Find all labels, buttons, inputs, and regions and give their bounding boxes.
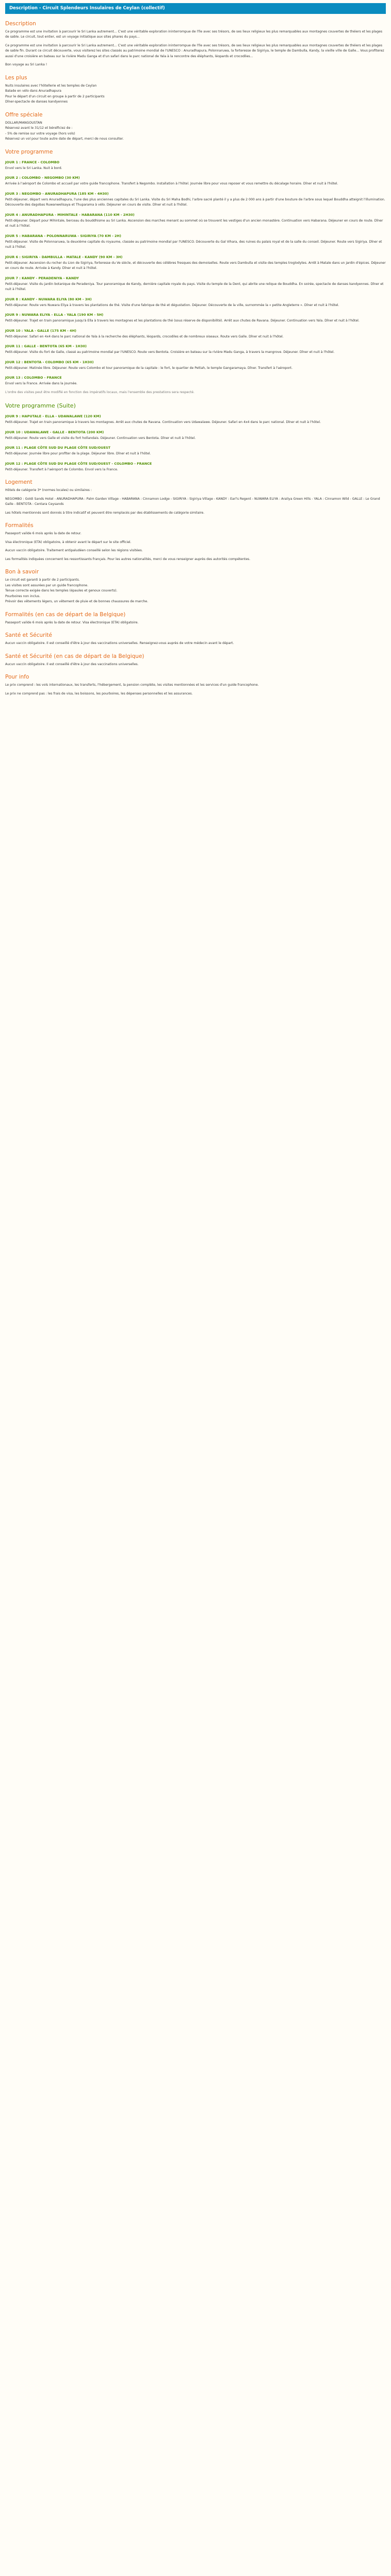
day-title: JOUR 2 : COLOMBO - NEGOMBO (30 KM) — [5, 176, 80, 180]
day-title: JOUR 13 : COLOMBO - FRANCE — [5, 376, 62, 380]
day-title: JOUR 9 : HAPUTALE - ELLA - UDAWALAWE (120 KM) — [5, 414, 101, 418]
day-text: Envol vers le Sri Lanka. Nuit à bord. — [5, 166, 62, 170]
day-title: JOUR 5 : HABARANA - POLONNARUWA - SIGIRIYA (70 KM - 2H) — [5, 233, 121, 238]
list-item: Prévoir des vêtements légers, un vêtement de pluie et de bonnes chaussures de marche. — [5, 600, 149, 603]
day-title: JOUR 7 : KANDY - PERADENIYA - KANDY — [5, 276, 79, 280]
list-item: Balade en vélo dans Anuradhapura — [5, 89, 61, 93]
day-title: JOUR 9 : NUWARA ELIYA - ELLA - YALA (190 KM - 5H) — [5, 313, 104, 317]
day-text: Petit-déjeuner. Route vers Nuwara Eliya à travers les plantations de thé. Visite d'une fabrique de thé et dégustation. Déjeuner. Découverte de la ville, surnommée la « petite Angleterre ». Dîner et nuit à l'hôtel. — [5, 303, 339, 307]
day-text: Petit-déjeuner. Visite du jardin botanique de Peradeniya. Tour panoramique de Kandy, dernière capitale royale du pays. Visite du temple de la Dent, qui abrite une relique de Bouddha. En soirée, spectacle de danses kandyennes. Dîner et nuit à l'hôtel. — [5, 282, 384, 291]
list-item: Réservez un vol pour toute autre date de départ, merci de nous consulter. — [5, 137, 124, 141]
list-item: Tenue correcte exigée dans les temples (épaules et genoux couverts). — [5, 589, 118, 592]
offre-list — [5, 121, 386, 142]
logement-paragraph: NEGOMBO : Goldi Sands Hotel - ANURADHAPURA : Palm Garden Village - HABARANA : Cinnamon Lodge - SIGIRIYA : Sigiriya Village - KANDY : Earl's Regent - NUWARA ELIYA : Araliya Green Hills - YALA : Cinnamon Wild - GALLE : Le Grand Galle - BENTOTA : Centara Ceysands — [5, 497, 380, 506]
list-item: Pourboires non inclus. — [5, 594, 41, 598]
list-item: Le circuit est garanti à partir de 2 participants. — [5, 578, 80, 582]
sante-heading: Santé et Sécurité — [5, 632, 52, 638]
sante-paragraph: Aucun vaccin obligatoire. Il est conseillé d'être à jour des vaccinations universelles. Renseignez-vous auprès de votre médecin avant le départ. — [5, 641, 234, 645]
day-text: Petit-déjeuner. Départ pour Mihintale, berceau du bouddhisme au Sri Lanka. Ascension des marches menant au sommet où se trouvent les vestiges d'un ancien monastère. Continuation vers Habarana. Déjeuner en cours de route. Dîner et nuit à l'hôtel. — [5, 218, 383, 228]
extension-heading: Votre programme (Suite) — [5, 402, 76, 409]
list-item: Nuits insulaires avec l'hôtellerie et les temples de Ceylan — [5, 83, 97, 88]
day-title: JOUR 6 : SIGIRIYA - DAMBULLA - MATALE - KANDY (90 KM - 3H) — [5, 255, 123, 259]
logement-section — [5, 479, 386, 516]
formalites-be-paragraph: Passeport valide 6 mois après la date de retour. Visa électronique (ETA) obligatoire. — [5, 620, 139, 624]
formalites-paragraph: Passeport valide 6 mois après la date de retour. — [5, 532, 82, 535]
day-text: Petit-déjeuner. Route vers Galle et visite du fort hollandais. Déjeuner. Continuation vers Bentota. Dîner et nuit à l'hôtel. — [5, 436, 196, 440]
formalites-be-section — [5, 611, 386, 626]
description-paragraph: Bon voyage au Sri Lanka ! — [5, 63, 47, 66]
list-item: Dîner-spectacle de danses kandyennes — [5, 100, 68, 104]
day-text: Arrivée à l'aéroport de Colombo et accueil par votre guide francophone. Transfert à Negombo. Installation à l'hôtel. Journée libre pour vous reposer et vous remettre du décalage horaire. Dîner et nuit à l'hôtel. — [5, 182, 338, 185]
day-text: Petit-déjeuner. Trajet en train panoramique jusqu'à Ella à travers les montagnes et les plantations de thé (sous réserve de disponibilité). Arrêt aux chutes de Ravana. Déjeuner. Continuation vers Yala. Dîner et nuit à l'hôtel. — [5, 319, 360, 323]
logement-heading: Logement — [5, 479, 32, 485]
list-item: Pour le départ d'un circuit en groupe à partir de 2 participants — [5, 94, 105, 98]
page-title: Description - Circuit Splendeurs Insulaires de Ceylan (collectif) — [5, 3, 386, 14]
bon-savoir-section — [5, 568, 386, 605]
programme-section — [5, 148, 386, 396]
day-title: JOUR 1 : FRANCE - COLOMBO — [5, 160, 60, 164]
day-text: Petit-déjeuner, départ vers Anuradhapura, l'une des plus anciennes capitales du Sri Lanka. Visite du Sri Maha Bodhi, l'arbre sacré planté il y a plus de 2 000 ans à partir d'une bouture de l'arbre sous lequel Bouddha atteignit l'illumination. Découverte des dagobas Ruwanwelisaya et Thuparama à vélo. Déjeuner en cours de visite. Dîner et nuit à l'hôtel. — [5, 197, 385, 207]
pour-info-paragraph: Le prix comprend : les vols internationaux, les transferts, l'hébergement, la pension complète, les visites mentionnées et les services d'un guide francophone. — [5, 683, 259, 687]
sante-be-paragraph: Aucun vaccin obligatoire. Il est conseillé d'être à jour des vaccinations universelles. — [5, 662, 139, 666]
formalites-paragraph: Les formalités indiquées concernent les ressortissants français. Pour les autres nationalités, merci de vous renseigner auprès des autorités compétentes. — [5, 557, 251, 561]
day-text: Petit-déjeuner. Journée libre pour profiter de la plage. Déjeuner libre. Dîner et nuit à l'hôtel. — [5, 452, 151, 455]
bon-savoir-heading: Bon à savoir — [5, 569, 39, 575]
list-item: DOLLAR/MANGOUSTAN — [5, 121, 42, 125]
sante-be-section — [5, 653, 386, 668]
day-text: Petit-déjeuner. Safari en 4x4 dans le parc national de Yala à la recherche des éléphants, léopards, crocodiles et de nombreux oiseaux. Route vers Galle. Dîner et nuit à l'hôtel. — [5, 334, 284, 338]
offre-heading: Offre spéciale — [5, 111, 43, 118]
day-title: JOUR 11 : PLAGE CÔTE SUD DU PLAGE CÔTE SUD/OUEST — [5, 446, 111, 450]
formalites-heading: Formalités — [5, 522, 34, 529]
les-plus-heading: Les plus — [5, 74, 27, 81]
day-text: Petit-déjeuner. Visite de Polonnaruwa, la deuxième capitale du royaume, classée au patrimoine mondial par l'UNESCO. Découverte du Gal Vihara, des ruines du palais royal et de la salle du conseil. Déjeuner. Route vers Sigiriya. Dîner et nuit à l'hôtel. — [5, 240, 382, 249]
sante-section — [5, 632, 386, 647]
day-text: Petit-déjeuner. Ascension du rocher du Lion de Sigiriya, forteresse du Ve siècle, et découverte des célèbres fresques des demoiselles. Route vers Dambulla et visite des temples troglodytes. Arrêt à Matale dans un jardin d'épices. Déjeuner en cours de route. Arrivée à Kandy. Dîner et nuit à l'hôtel. — [5, 261, 386, 270]
list-item: Réservez avant le 31/12 et bénéficiez de : — [5, 126, 73, 130]
day-title: JOUR 12 : BENTOTA - COLOMBO (65 KM - 1H30) — [5, 360, 94, 364]
description-section — [5, 20, 386, 68]
day-text: Petit-déjeuner. Matinée libre. Déjeuner. Route vers Colombo et tour panoramique de la capitale : le fort, le quartier de Pettah, le temple Gangaramaya. Dîner. Transfert à l'aéroport. — [5, 366, 293, 370]
day-title: JOUR 10 : UDAWALAWE - GALLE - BENTOTA (200 KM) — [5, 430, 104, 434]
pour-info-section — [5, 673, 386, 697]
logement-paragraph: Hôtels de catégorie 3* (normes locales) ou similaires : — [5, 488, 92, 492]
day-title: JOUR 11 : GALLE - BENTOTA (65 KM - 1H30) — [5, 344, 87, 348]
les-plus-section — [5, 74, 386, 105]
day-title: JOUR 3 : NEGOMBO - ANURADHAPURA (185 KM - 4H30) — [5, 191, 109, 196]
day-text: Petit-déjeuner. Visite du fort de Galle, classé au patrimoine mondial par l'UNESCO. Route vers Bentota. Croisière en bateau sur la rivière Madu Ganga, à travers la mangrove. Déjeuner. Dîner et nuit à l'hôtel. — [5, 350, 335, 354]
extension-section — [5, 402, 386, 472]
offre-section — [5, 111, 386, 142]
formalites-paragraph: Visa électronique (ETA) obligatoire, à obtenir avant le départ sur le site officiel. — [5, 540, 132, 544]
day-text: Petit-déjeuner. Transfert à l'aéroport de Colombo. Envol vers la France. — [5, 467, 118, 471]
day-title: JOUR 4 : ANURADHAPURA - MIHINTALE - HABARANA (110 KM - 2H30) — [5, 212, 135, 217]
formalites-paragraph: Aucun vaccin obligatoire. Traitement antipaludéen conseillé selon les régions visitées. — [5, 549, 143, 552]
bon-savoir-list — [5, 578, 386, 605]
description-heading: Description — [5, 20, 36, 27]
programme-note: L'ordre des visites peut être modifié en fonction des impératifs locaux, mais l'ensemble des prestations sera respecté. — [5, 390, 195, 394]
list-item: Les visites sont assurées par un guide francophone. — [5, 583, 89, 587]
les-plus-list — [5, 83, 386, 105]
description-paragraph: Ce programme est une invitation à parcourir le Sri Lanka autrement... C'est une véritable exploration ininterrompue de l'île avec ses trésors, de ses lieux religieux les plus remarquables aux montagnes couvertes de théiers et les plages de sable fin. Durant ce circuit découverte, vous visiterez les sites classés au patrimoine mondial de l'UNESCO : Anuradhapura, Polonnaruwa, la forteresse de Sigiriya, le temple de Dambulla, Kandy, la vieille ville de Galle... Vous profiterez aussi d'une croisière en bateau sur la rivière Madu Ganga et d'un safari dans le parc national de Yala à la rencontre des éléphants, léopards et crocodiles... — [5, 43, 384, 58]
logement-paragraph: Les hôtels mentionnés sont donnés à titre indicatif et peuvent être remplacés par des établissements de catégorie similaire. — [5, 511, 205, 515]
day-title: JOUR 10 : YALA - GALLE (175 KM - 4H) — [5, 328, 76, 333]
programme-heading: Votre programme — [5, 148, 53, 155]
sante-be-heading: Santé et Sécurité (en cas de départ de la Belgique) — [5, 653, 144, 659]
formalites-be-heading: Formalités (en cas de départ de la Belgique) — [5, 611, 126, 618]
description-paragraph: Ce programme est une invitation à parcourir le Sri Lanka autrement... C'est une véritable exploration ininterrompue de l'île avec ses trésors, de ses lieux religieux les plus remarquables aux montagnes couvertes de théiers et les plages de sable. Le circuit, tout entier, est un voyage initiatique aux sites phares du pays... — [5, 29, 383, 39]
pour-info-heading: Pour info — [5, 674, 29, 680]
day-title: JOUR 12 : PLAGE CÔTE SUD DU PLAGE CÔTE SUD/OUEST - COLOMBO - FRANCE — [5, 461, 152, 466]
day-text: Envol vers la France. Arrivée dans la journée. — [5, 382, 77, 385]
page — [0, 0, 391, 697]
day-title: JOUR 8 : KANDY - NUWARA ELIYA (80 KM - 3H) — [5, 297, 92, 301]
day-text: Petit-déjeuner. Trajet en train panoramique à travers les montagnes. Arrêt aux chutes de Ravana. Continuation vers Udawalawe. Déjeuner. Safari en 4x4 dans le parc national. Dîner et nuit à l'hôtel. — [5, 420, 321, 424]
pour-info-paragraph: Le prix ne comprend pas : les frais de visa, les boissons, les pourboires, les dépenses personnelles et les assurances. — [5, 691, 193, 696]
formalites-section — [5, 522, 386, 562]
list-item: - 5% de remise sur votre voyage (hors vols) — [5, 131, 75, 135]
